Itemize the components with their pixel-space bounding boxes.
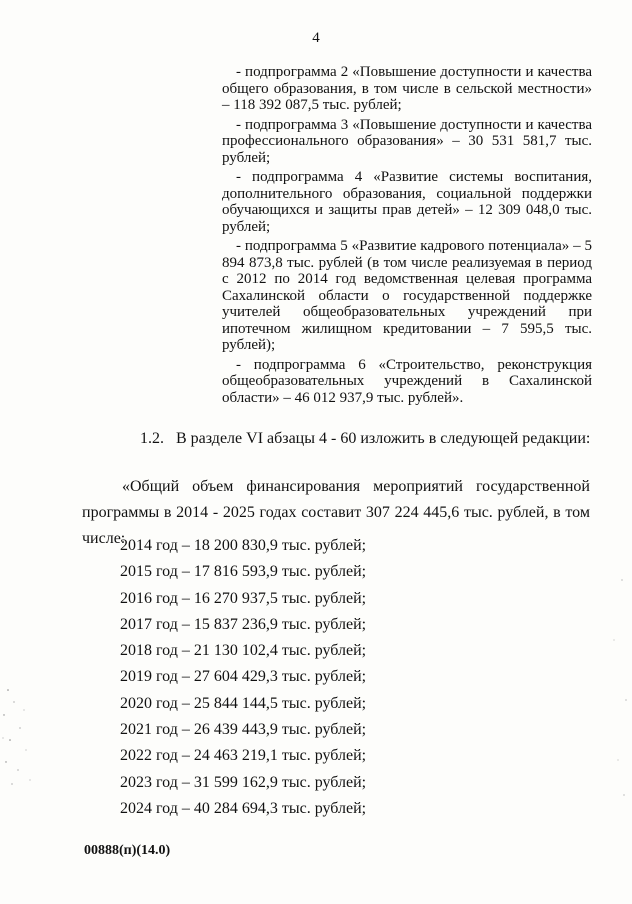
section-number: 1.2.	[140, 430, 164, 447]
year-row: 2020 год – 25 844 144,5 тыс. рублей;	[120, 694, 367, 712]
year-row: 2023 год – 31 599 162,9 тыс. рублей;	[120, 773, 367, 791]
funding-paragraph: «Общий объем финансирования мероприятий государственной программы в 2014 - 2025 годах составит 307 224 445,6 тыс. рублей, в том числе:	[82, 478, 590, 547]
yearly-funding-list	[120, 533, 366, 822]
subprogram-item: - подпрограмма 2 «Повышение доступности и качества общего образования, в том числе в сельской местности» – 118 392 087,5 тыс. рублей;	[222, 64, 592, 113]
year-row: 2017 год – 15 837 236,9 тыс. рублей;	[120, 615, 367, 633]
section-heading	[140, 430, 590, 448]
year-row: 2021 год – 26 439 443,9 тыс. рублей;	[120, 721, 367, 739]
subprogram-item: - подпрограмма 4 «Развитие системы воспитания, дополнительного образования, социальной поддержки обучающихся и защиты прав детей» – 12 309 048,0 тыс. рублей;	[222, 169, 592, 235]
subprogram-item: - подпрограмма 6 «Строительство, реконструкция общеобразовательных учреждений в Сахалинской области» – 46 012 937,9 тыс. рублей».	[222, 356, 592, 406]
year-row: 2022 год – 24 463 219,1 тыс. рублей;	[120, 747, 367, 765]
subprogram-list	[222, 64, 592, 409]
page-number: 4	[312, 30, 320, 46]
section-text: В разделе VI абзацы 4 - 60 изложить в следующей редакции:	[176, 430, 591, 447]
year-row: 2015 год – 17 816 593,9 тыс. рублей;	[120, 563, 367, 581]
scan-speckles-left	[0, 680, 60, 790]
year-row: 2018 год – 21 130 102,4 тыс. рублей;	[120, 642, 367, 660]
year-row: 2019 год – 27 604 429,3 тыс. рублей;	[120, 668, 367, 686]
subprogram-item: - подпрограмма 3 «Повышение доступности и качества профессионального образования» – 30 531 581,7 тыс. рублей;	[222, 116, 592, 166]
year-row: 2014 год – 18 200 830,9 тыс. рублей;	[120, 537, 367, 554]
year-row: 2016 год – 16 270 937,5 тыс. рублей;	[120, 589, 367, 607]
document-code: 00888(п)(14.0)	[84, 843, 171, 858]
year-row: 2024 год – 40 284 694,3 тыс. рублей;	[120, 799, 367, 817]
scan-speckles-right	[592, 560, 632, 810]
subprogram-item: - подпрограмма 5 «Развитие кадрового потенциала» – 5 894 873,8 тыс. рублей (в том числе реализуемая в период с 2012 по 2014 год ведомственная целевая программа Сахалинской области о государственной поддержке учителей общеобразовательных учреждений при ипотечном жилищном кредитовании – 7 595,5 тыс. рублей);	[222, 238, 592, 353]
